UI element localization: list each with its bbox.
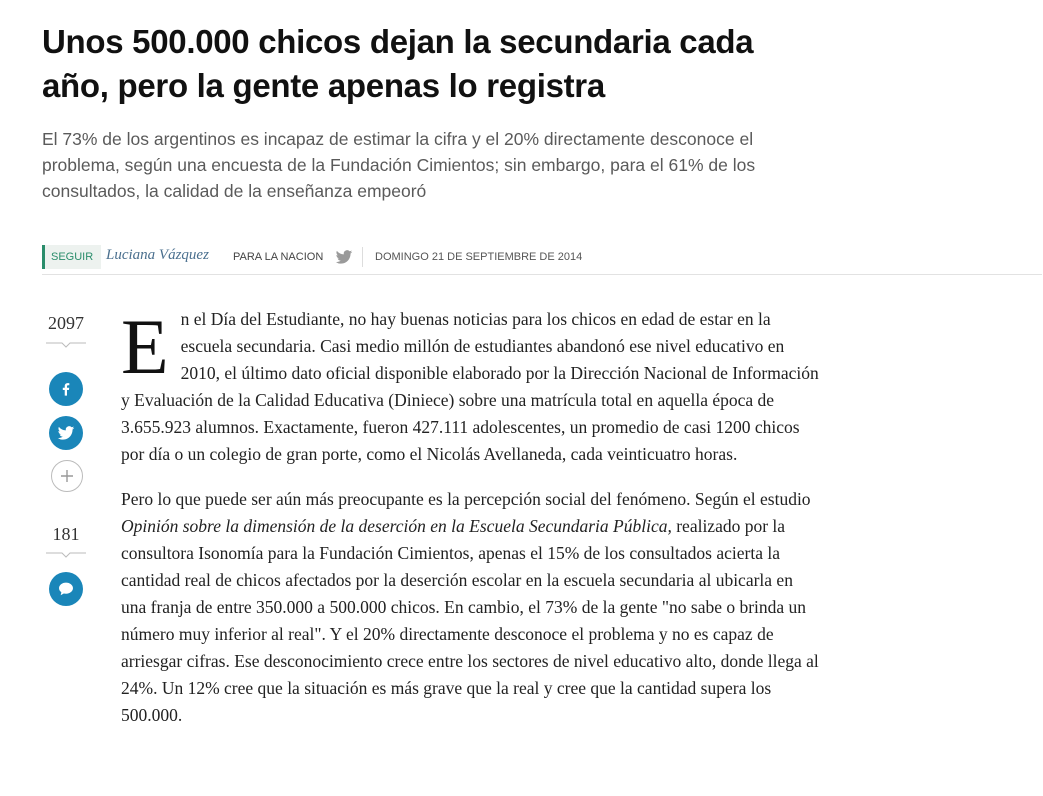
twitter-share-button[interactable]: [49, 416, 83, 450]
facebook-share-button[interactable]: [49, 372, 83, 406]
author-link[interactable]: Luciana Vázquez: [106, 247, 209, 263]
paragraph-text: realizado por la consultora Isonomía para la Fundación Cimientos, apenas el 15% de los consultados acierta la cantidad real de chicos afectados por la deserción escolar en la escuela secundaria al ubicarla en una franja de entre 350.000 a 500.000 chicos. En cambio, el 73% de la gente "no sabe o brinda un número muy inferior al real". Y el 20% directamente desconoce el problema y no es capaz de arriesgar cifras. Ese desconocimiento crece entre los sectores de nivel educativo alto, donde llega al 24%. Un 12% cree que la situación es más grave que la real y cree que la cantidad supera los 500.000.: [121, 516, 819, 725]
share-count: 2097: [48, 313, 84, 333]
article-paragraph: [121, 303, 821, 468]
article-body: [121, 303, 821, 747]
byline-divider: [362, 247, 363, 267]
article-paragraph: [121, 486, 821, 729]
headline: Unos 500.000 chicos dejan la secundaria cada año, pero la gente apenas lo registra: [42, 23, 754, 104]
drop-cap: E: [121, 303, 169, 390]
paragraph-text: Pero lo que puede ser aún más preocupante es la percepción social del fenómeno. Según el estudio: [121, 489, 811, 509]
follow-button[interactable]: SEGUIR: [42, 245, 101, 269]
comment-count-pointer: [46, 551, 86, 559]
more-share-button[interactable]: [51, 460, 83, 492]
outlet-label: PARA LA NACION: [233, 251, 324, 263]
byline-bar: [42, 244, 1042, 275]
subheadline: El 73% de los argentinos es incapaz de estimar la cifra y el 20% directamente desconoce el problema, según una encuesta de la Fundación Cimientos; sin embargo, para el 61% de los consultados, la calidad de la enseñanza empeoró: [42, 129, 756, 201]
comment-icon: [57, 580, 75, 598]
facebook-icon: [58, 381, 74, 397]
share-count-pointer: [46, 341, 86, 349]
paragraph-text: n el Día del Estudiante, no hay buenas noticias para los chicos en edad de estar en la escuela secundaria. Casi medio millón de estudiantes abandonó ese nivel educativo en 2010, el último dato oficial disponible elaborado por la Dirección Nacional de Información y Evaluación de la Calidad Educativa (Diniece) sobre una matrícula total en aquella época de 3.655.923 alumnos. Exactamente, fueron 427.111 adolescentes, un promedio de casi 1200 chicos por día o un colegio de gran porte, como el Nicolás Avellaneda, cada veinticuatro horas.: [121, 309, 819, 464]
comments-button[interactable]: [49, 572, 83, 606]
comment-count: 181: [52, 524, 80, 544]
publish-date: DOMINGO 21 DE SEPTIEMBRE DE 2014: [375, 251, 583, 263]
study-title: Opinión sobre la dimensión de la deserción en la Escuela Secundaria Pública,: [121, 516, 672, 536]
plus-icon: [60, 469, 74, 483]
twitter-icon: [57, 424, 75, 442]
twitter-icon[interactable]: [335, 248, 353, 266]
